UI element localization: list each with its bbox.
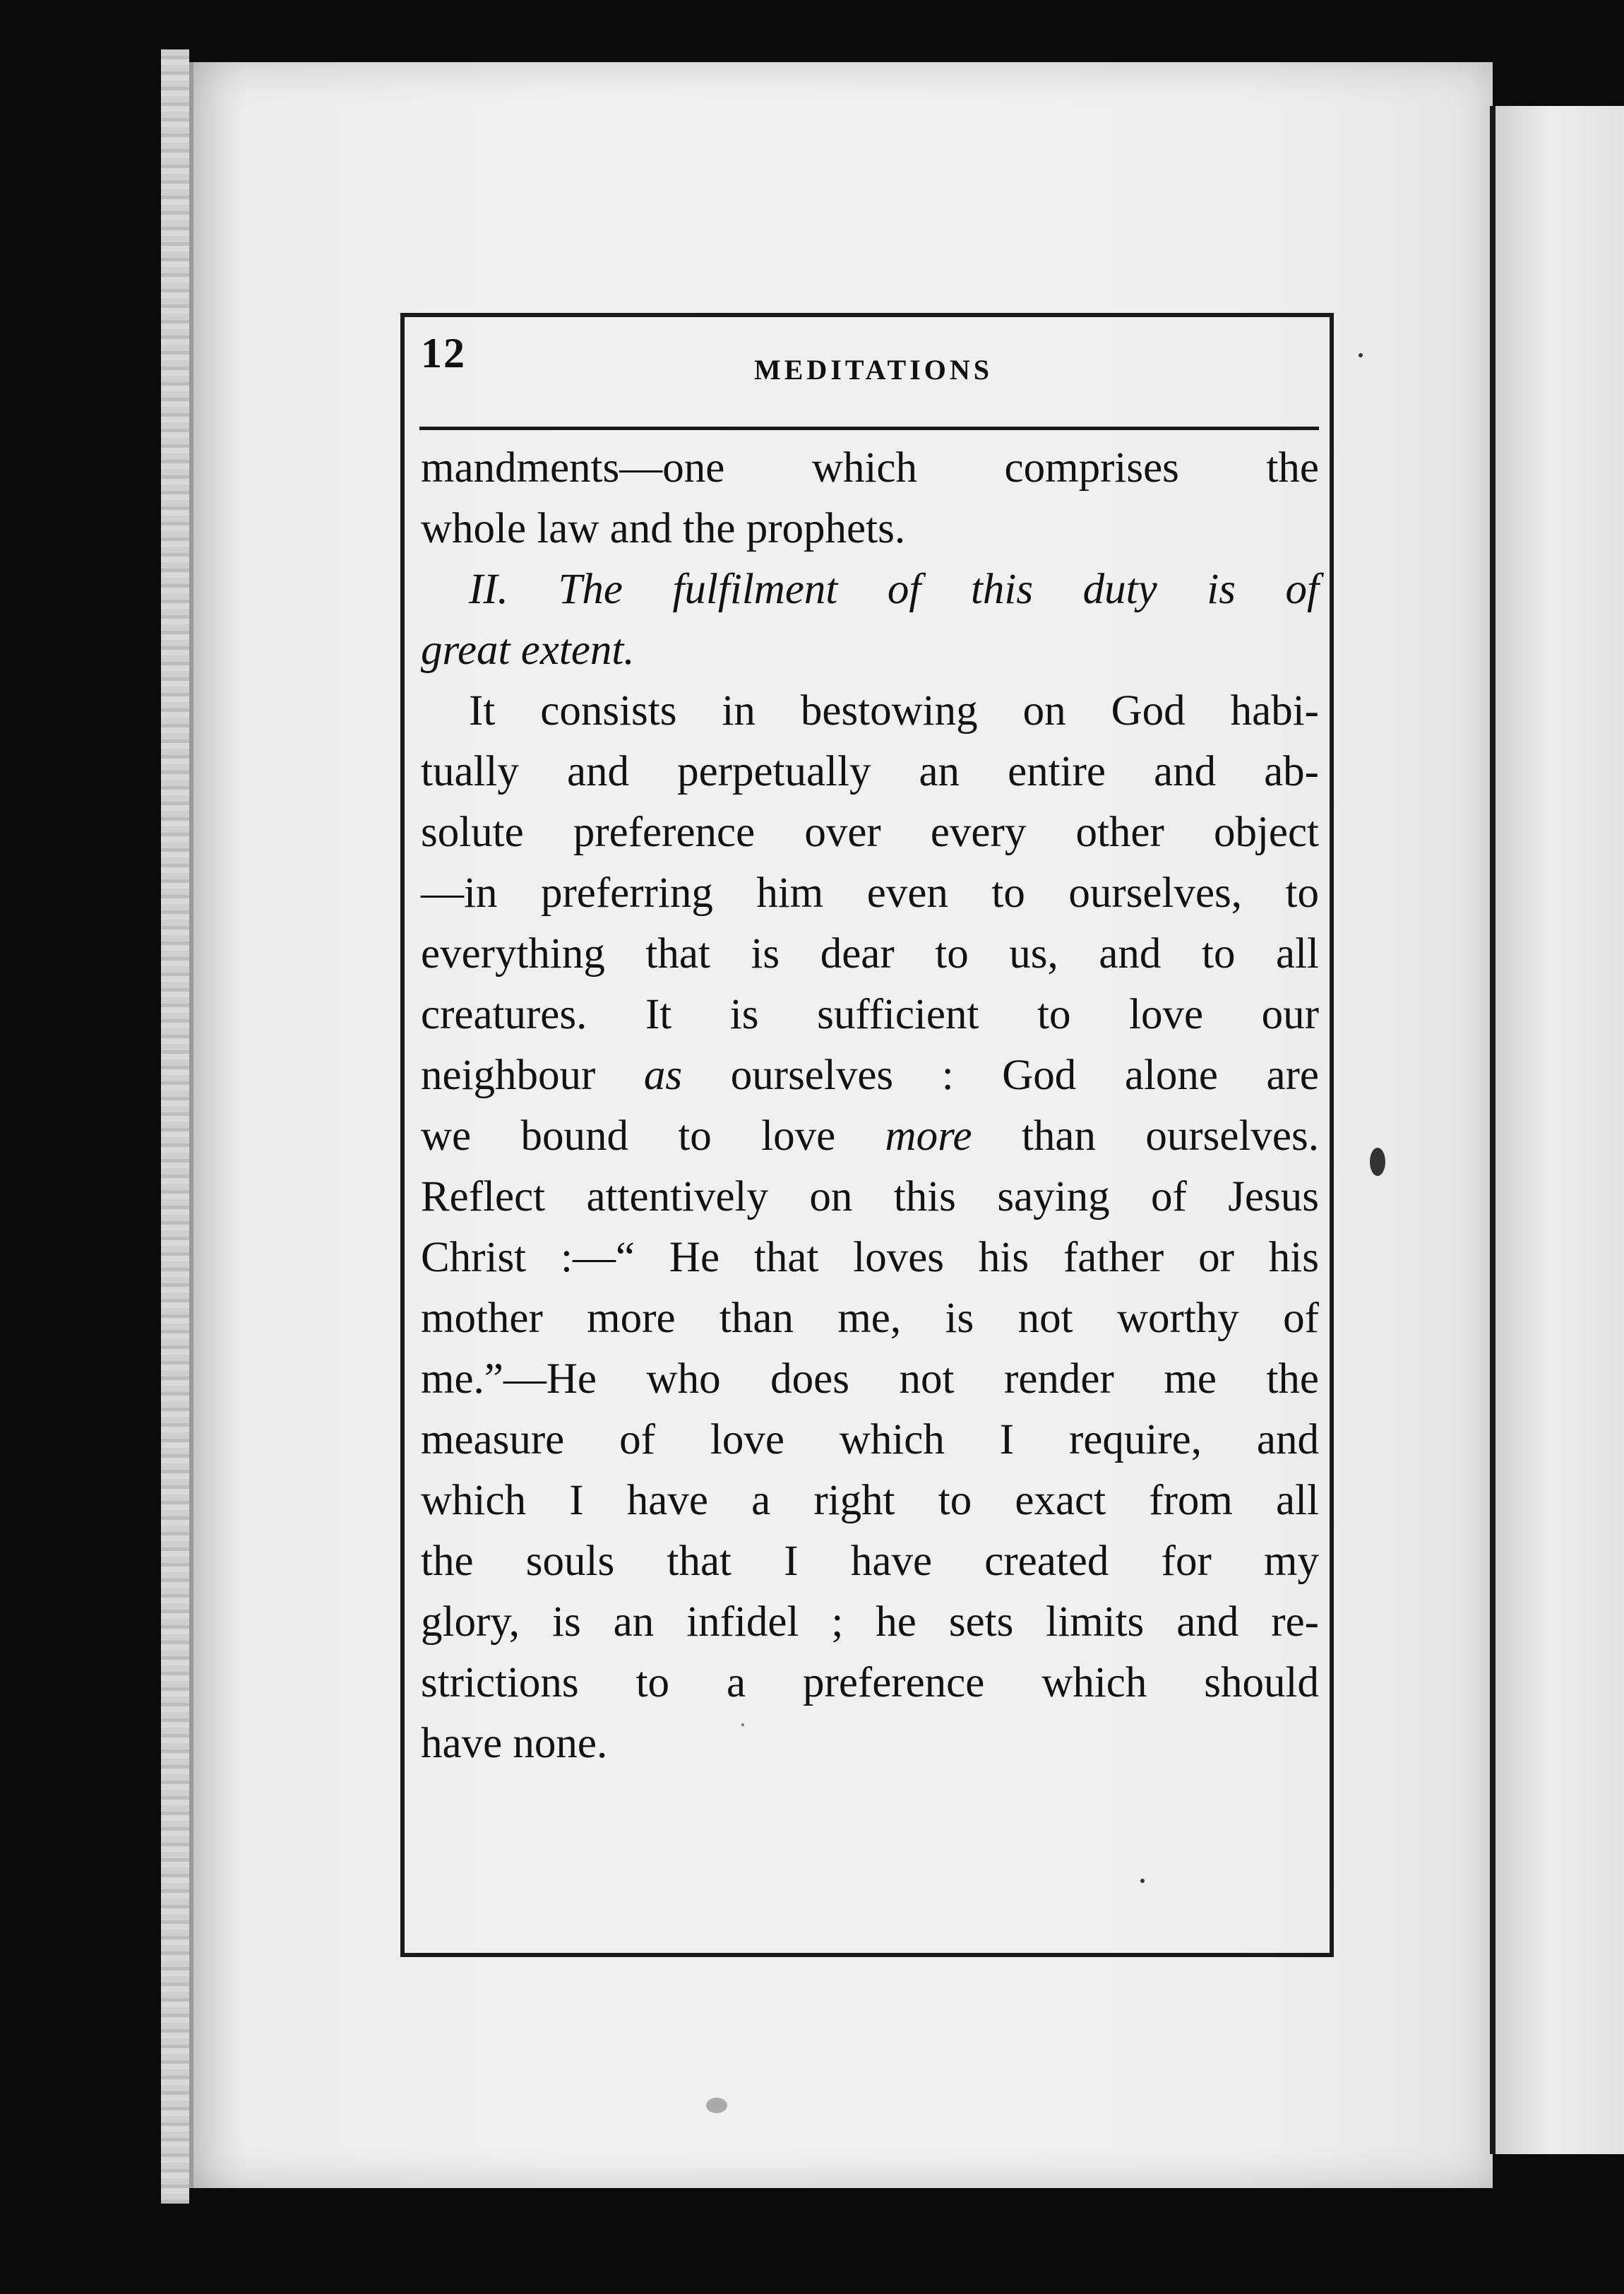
text-fragment: neighbour — [421, 1052, 596, 1099]
page-edge — [161, 49, 189, 2204]
text-fragment: than ourselves. — [1021, 1112, 1319, 1160]
text-line: which I have a right to exact from all — [421, 1477, 1319, 1524]
text-line: have none. — [421, 1720, 608, 1767]
text-line: strictions to a preference which should — [421, 1659, 1319, 1706]
text-line: —in preferring him even to ourselves, to — [421, 869, 1319, 917]
text-line — [421, 1106, 1319, 1167]
section-heading-cont: great extent. — [421, 626, 635, 674]
text-line: It consists in bestowing on God habi- — [469, 687, 1319, 735]
text-line: everything that is dear to us, and to all — [421, 930, 1319, 977]
ink-speck — [1370, 1148, 1385, 1176]
text-line: me.”—He who does not render me the — [421, 1355, 1319, 1403]
text-line: glory, is an infidel ; he sets limits and re- — [421, 1598, 1319, 1646]
ink-speck — [1359, 353, 1363, 357]
header-rule — [419, 427, 1319, 430]
text-line: measure of love which I require, and — [421, 1416, 1319, 1463]
emphasis-more: more — [885, 1112, 972, 1160]
running-title: MEDITATIONS — [754, 354, 993, 386]
text-fragment: ourselves : God alone are — [730, 1052, 1320, 1099]
text-line — [421, 1045, 1319, 1106]
text-line: tually and perpetually an entire and ab- — [421, 748, 1319, 795]
body-text — [421, 438, 1319, 1774]
page-number: 12 — [421, 330, 466, 376]
text-line: solute preference over every other object — [421, 809, 1319, 856]
ink-speck — [741, 1723, 744, 1726]
ink-speck — [706, 2098, 727, 2113]
ink-speck — [1140, 1879, 1145, 1883]
text-fragment: we bound to love — [421, 1112, 836, 1160]
text-line: Reflect attentively on this saying of Jesus — [421, 1173, 1319, 1220]
section-heading: II. The fulfilment of this duty is of — [469, 566, 1319, 613]
section-heading-line — [421, 620, 1319, 681]
facing-page-edge — [1490, 106, 1624, 2154]
text-line: whole law and the prophets. — [421, 505, 906, 552]
text-line: creatures. It is sufficient to love our — [421, 991, 1319, 1038]
emphasis-as: as — [643, 1052, 683, 1099]
section-heading-line — [421, 559, 1319, 620]
text-line: Christ :—“ He that loves his father or his — [421, 1234, 1319, 1281]
text-line: mandments—one which comprises the — [421, 444, 1319, 492]
text-line: the souls that I have created for my — [421, 1538, 1319, 1585]
text-line: mother more than me, is not worthy of — [421, 1295, 1319, 1342]
